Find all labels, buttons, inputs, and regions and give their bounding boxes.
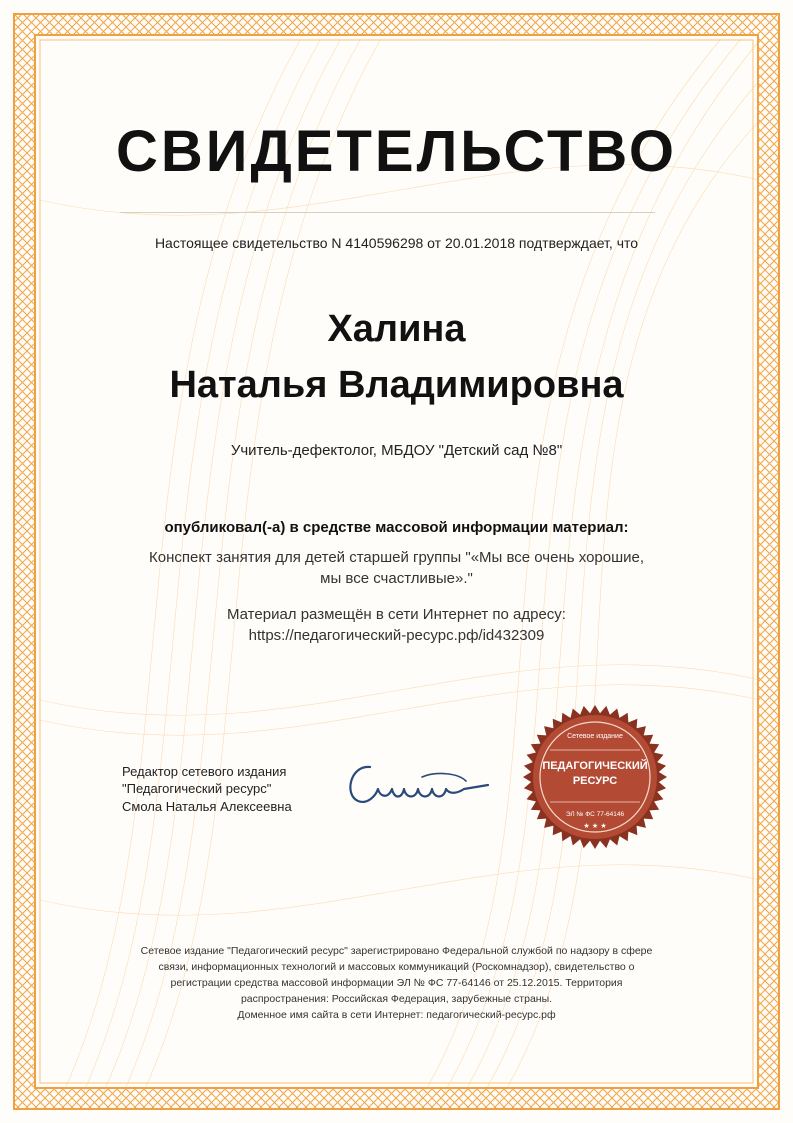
seal-registration: ЭЛ № ФС 77-64146 [565,811,625,818]
editor-signature [340,755,500,815]
publisher-seal [520,702,670,852]
material-url: https://педагогический-ресурс.рф/id432309 [248,627,545,644]
footer-line: связи, информационных технологий и массовых коммуникаций (Роскомнадзор), свидетельство о [158,961,635,973]
recipient-surname: Халина [327,308,466,350]
seal-top-text: Сетевое издание [567,733,623,740]
footer-domain: Доменное имя сайта в сети Интернет: педагогический-ресурс.рф [237,1009,556,1021]
footer-line: регистрации средства массовой информации ЭЛ № ФС 77-64146 от 25.12.2015. Территория [170,977,623,989]
footer-line: Сетевое издание "Педагогический ресурс" зарегистрировано Федеральной службой по надзору в сфере [140,945,653,957]
seal-stars-icon: ★ ★ ★ [583,822,607,830]
title-divider [120,212,655,213]
recipient-given-names: Наталья Владимировна [169,364,624,406]
certificate-title: СВИДЕТЕЛЬСТВО [116,119,677,184]
editor-role: Редактор сетевого издания [122,764,287,779]
seal-main-text-2: РЕСУРС [572,775,618,787]
url-heading: Материал размещён в сети Интернет по адресу: [227,606,566,623]
editor-name: Смола Наталья Алексеевна [122,799,292,814]
published-heading: опубликовал(-а) в средстве массовой информации материал: [164,519,629,536]
seal-main-text-1: ПЕДАГОГИЧЕСКИЙ [542,760,648,772]
material-title-line2: мы все счастливые»." [320,570,473,587]
certificate-intro: Настоящее свидетельство N 4140596298 от 20.01.2018 подтверждает, что [154,235,639,251]
material-title-line1: Конспект занятия для детей старшей группы "«Мы все очень хорошие, [148,549,645,566]
footer-line: распространения: Российская Федерация, зарубежные страны. [240,993,553,1005]
recipient-position: Учитель-дефектолог, МБДОУ "Детский сад №8" [230,442,563,459]
editor-publication: "Педагогический ресурс" [122,781,272,796]
